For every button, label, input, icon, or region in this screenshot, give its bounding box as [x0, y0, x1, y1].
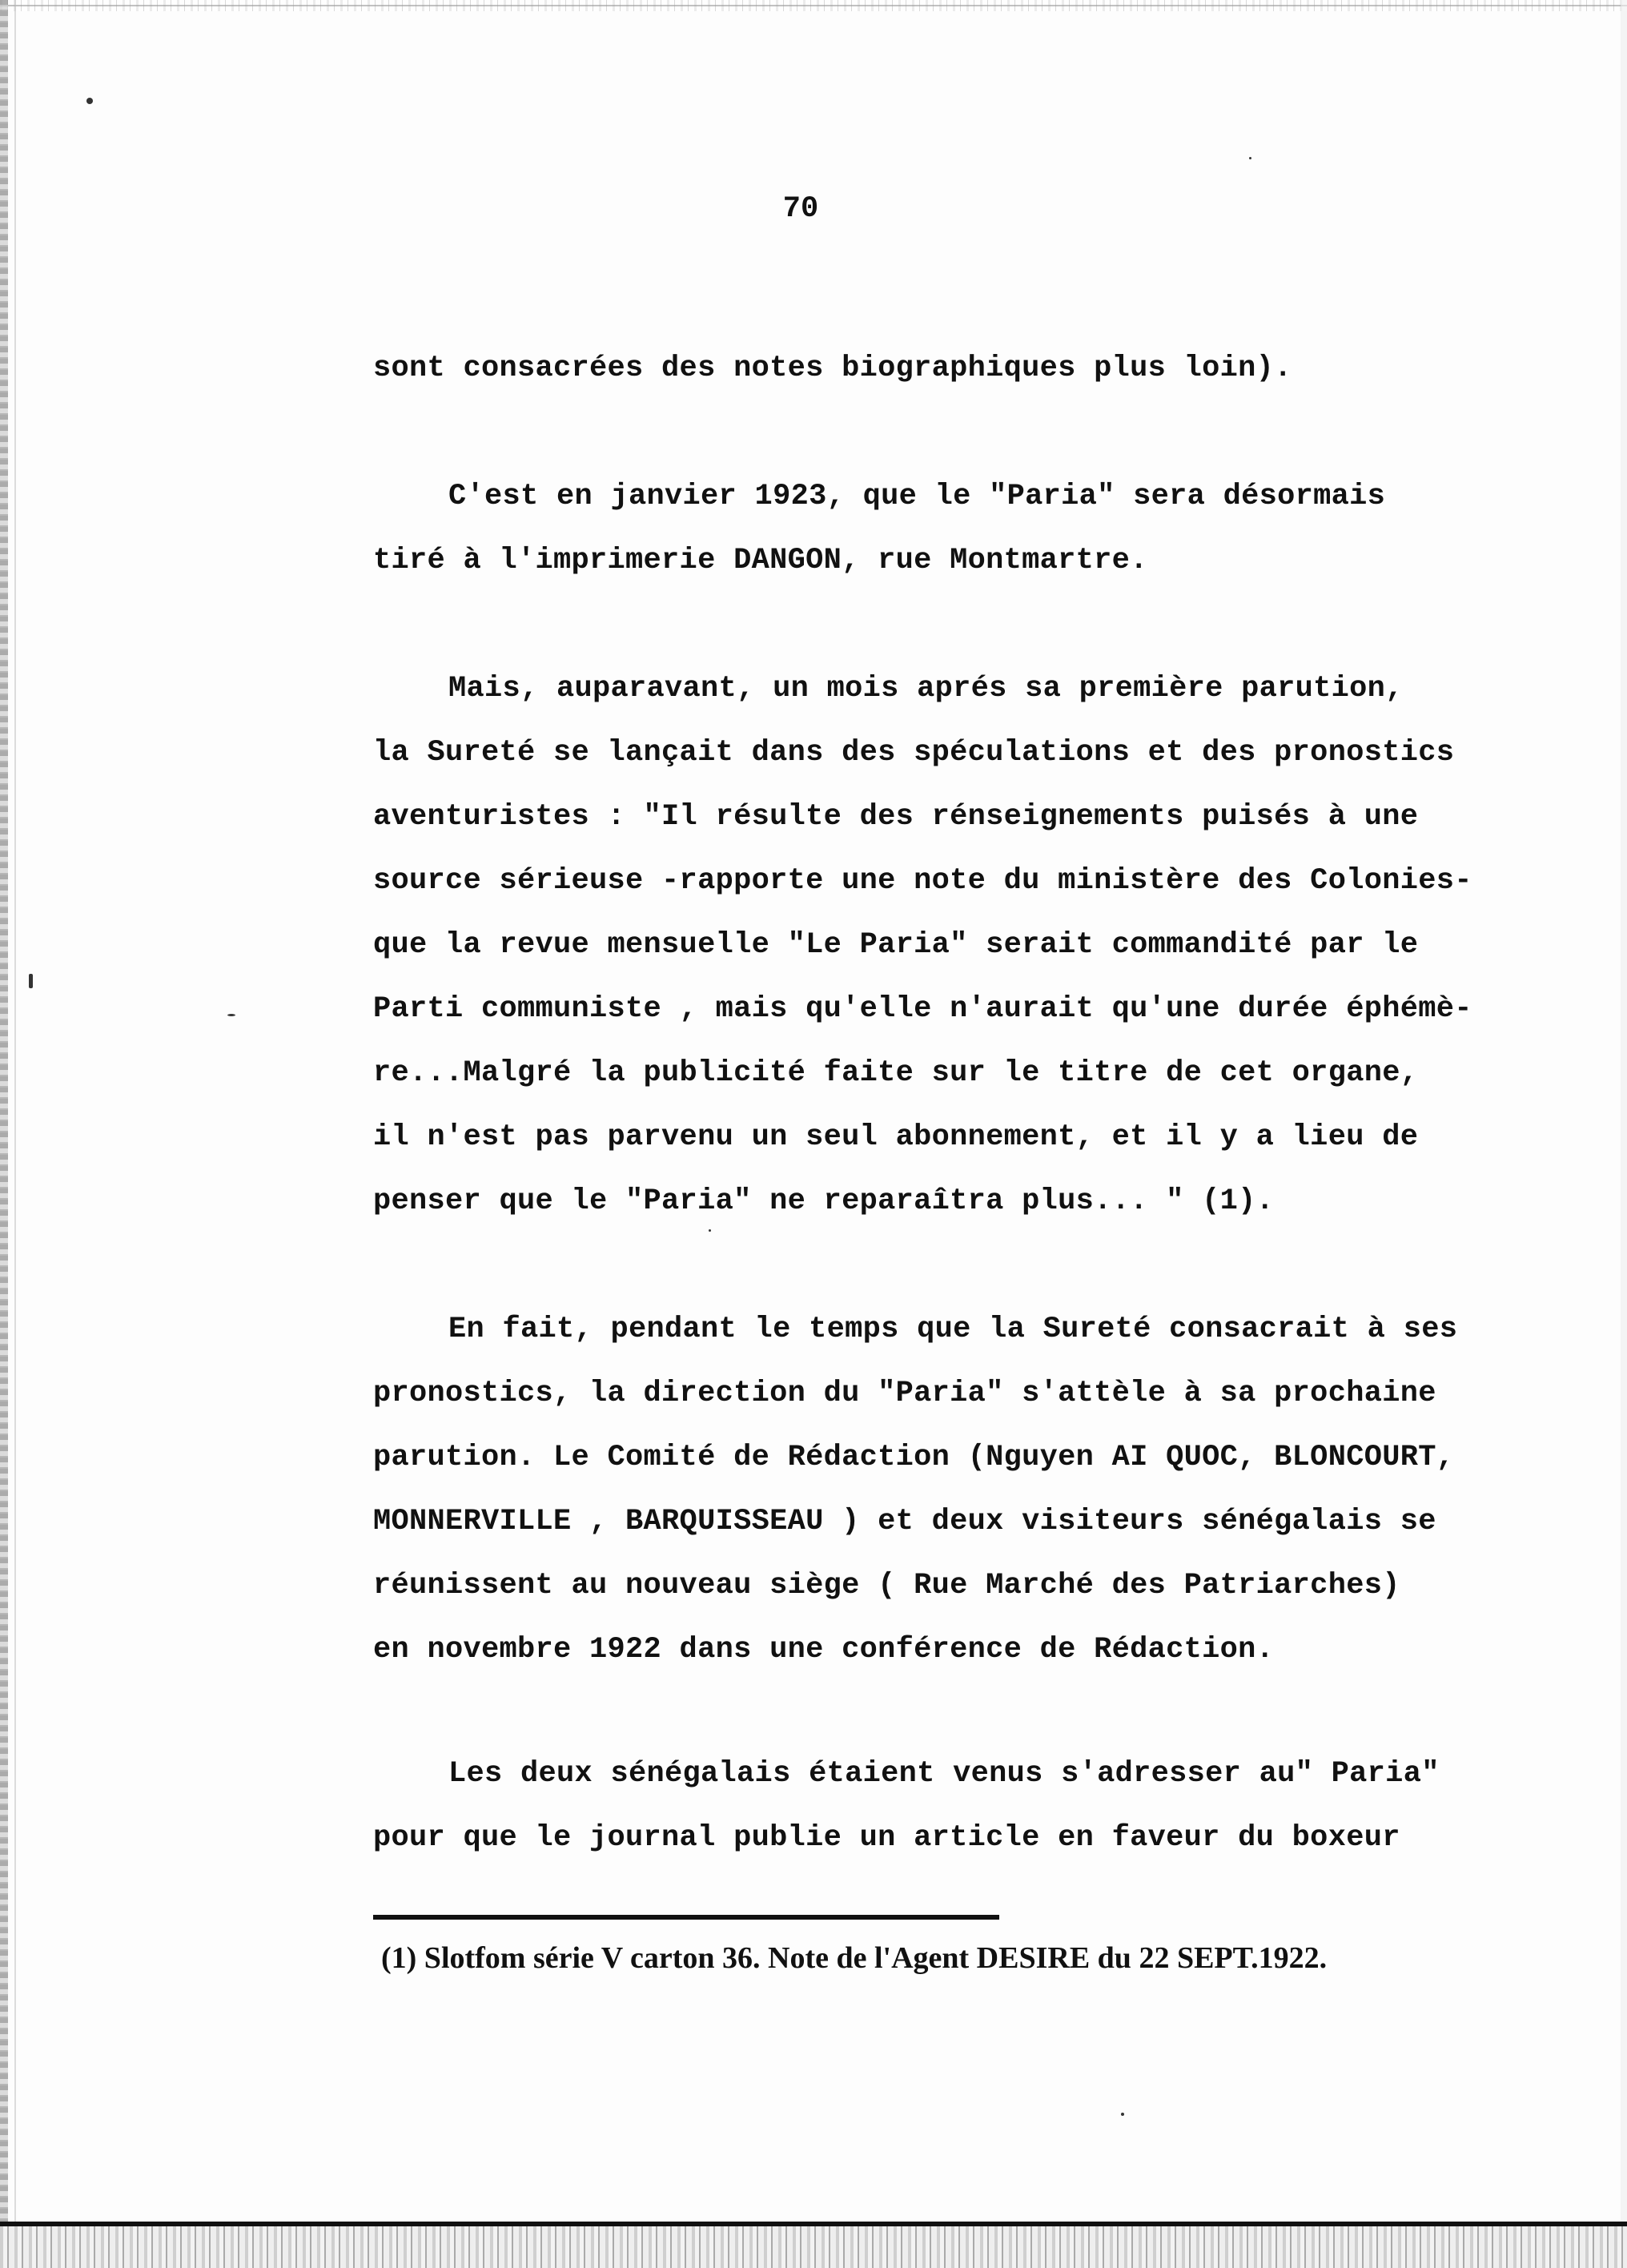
- text-line: penser que le "Paria" ne reparaîtra plus... " (1).: [373, 1184, 1275, 1218]
- scan-edge-bottom: [0, 2226, 1627, 2268]
- text-line: source sérieuse -rapporte une note du ministère des Colonies-: [373, 864, 1472, 898]
- scan-speck: [29, 974, 33, 988]
- text-line: pronostics, la direction du "Paria" s'attèle à sa prochaine: [373, 1377, 1436, 1410]
- text-line: la Sureté se lançait dans des spéculations et des pronostics: [373, 736, 1455, 770]
- text-line: parution. Le Comité de Rédaction (Nguyen AI QUOC, BLONCOURT,: [373, 1441, 1455, 1474]
- text-line: MONNERVILLE , BARQUISSEAU ) et deux visiteurs sénégalais se: [373, 1505, 1436, 1538]
- text-line: réunissent au nouveau siège ( Rue Marché des Patriarches): [373, 1569, 1400, 1602]
- scan-speck: [1121, 2113, 1124, 2116]
- text-line: Les deux sénégalais étaient venus s'adresser au" Paria": [448, 1757, 1440, 1791]
- text-line: en novembre 1922 dans une conférence de Rédaction.: [373, 1633, 1275, 1667]
- scan-edge-left-line: [14, 0, 16, 2268]
- text-line: aventuristes : "Il résulte des rénseignements puisés à une: [373, 800, 1419, 834]
- text-line: sont consacrées des notes biographiques plus loin).: [373, 352, 1292, 385]
- scan-edge-left: [0, 0, 8, 2268]
- text-line: C'est en janvier 1923, que le "Paria" sera désormais: [448, 480, 1386, 513]
- body-paragraph-4: [373, 1297, 1555, 1682]
- body-paragraph-2: [373, 464, 1555, 593]
- scan-edge-right: [1621, 0, 1627, 2268]
- text-line: re...Malgré la publicité faite sur le titre de cet organe,: [373, 1056, 1419, 1090]
- text-line: il n'est pas parvenu un seul abonnement, et il y a lieu de: [373, 1120, 1419, 1154]
- text-line: En fait, pendant le temps que la Sureté consacrait à ses: [448, 1313, 1458, 1346]
- scan-speck: [86, 98, 93, 104]
- body-paragraph-5: [373, 1742, 1555, 1870]
- text-line: Mais, auparavant, un mois aprés sa première parution,: [448, 672, 1404, 706]
- body-paragraph-1: [373, 336, 1555, 400]
- text-line: tiré à l'imprimerie DANGON, rue Montmartre.: [373, 544, 1148, 577]
- footnote-separator: [373, 1915, 999, 1920]
- page-number: 70: [782, 192, 819, 226]
- scan-speck: [1249, 157, 1251, 159]
- scan-speck: [227, 1014, 235, 1016]
- footnote: (1) Slotfom série V carton 36. Note de l'Agent DESIRE du 22 SEPT.1922.: [381, 1941, 1328, 1975]
- text-line: pour que le journal publie un article en faveur du boxeur: [373, 1821, 1400, 1855]
- scan-edge-top-line: [0, 5, 1627, 6]
- text-line: que la revue mensuelle "Le Paria" serait commandité par le: [373, 928, 1419, 962]
- body-paragraph-3: [373, 657, 1555, 1233]
- text-line: Parti communiste , mais qu'elle n'aurait qu'une durée éphémè-: [373, 992, 1472, 1026]
